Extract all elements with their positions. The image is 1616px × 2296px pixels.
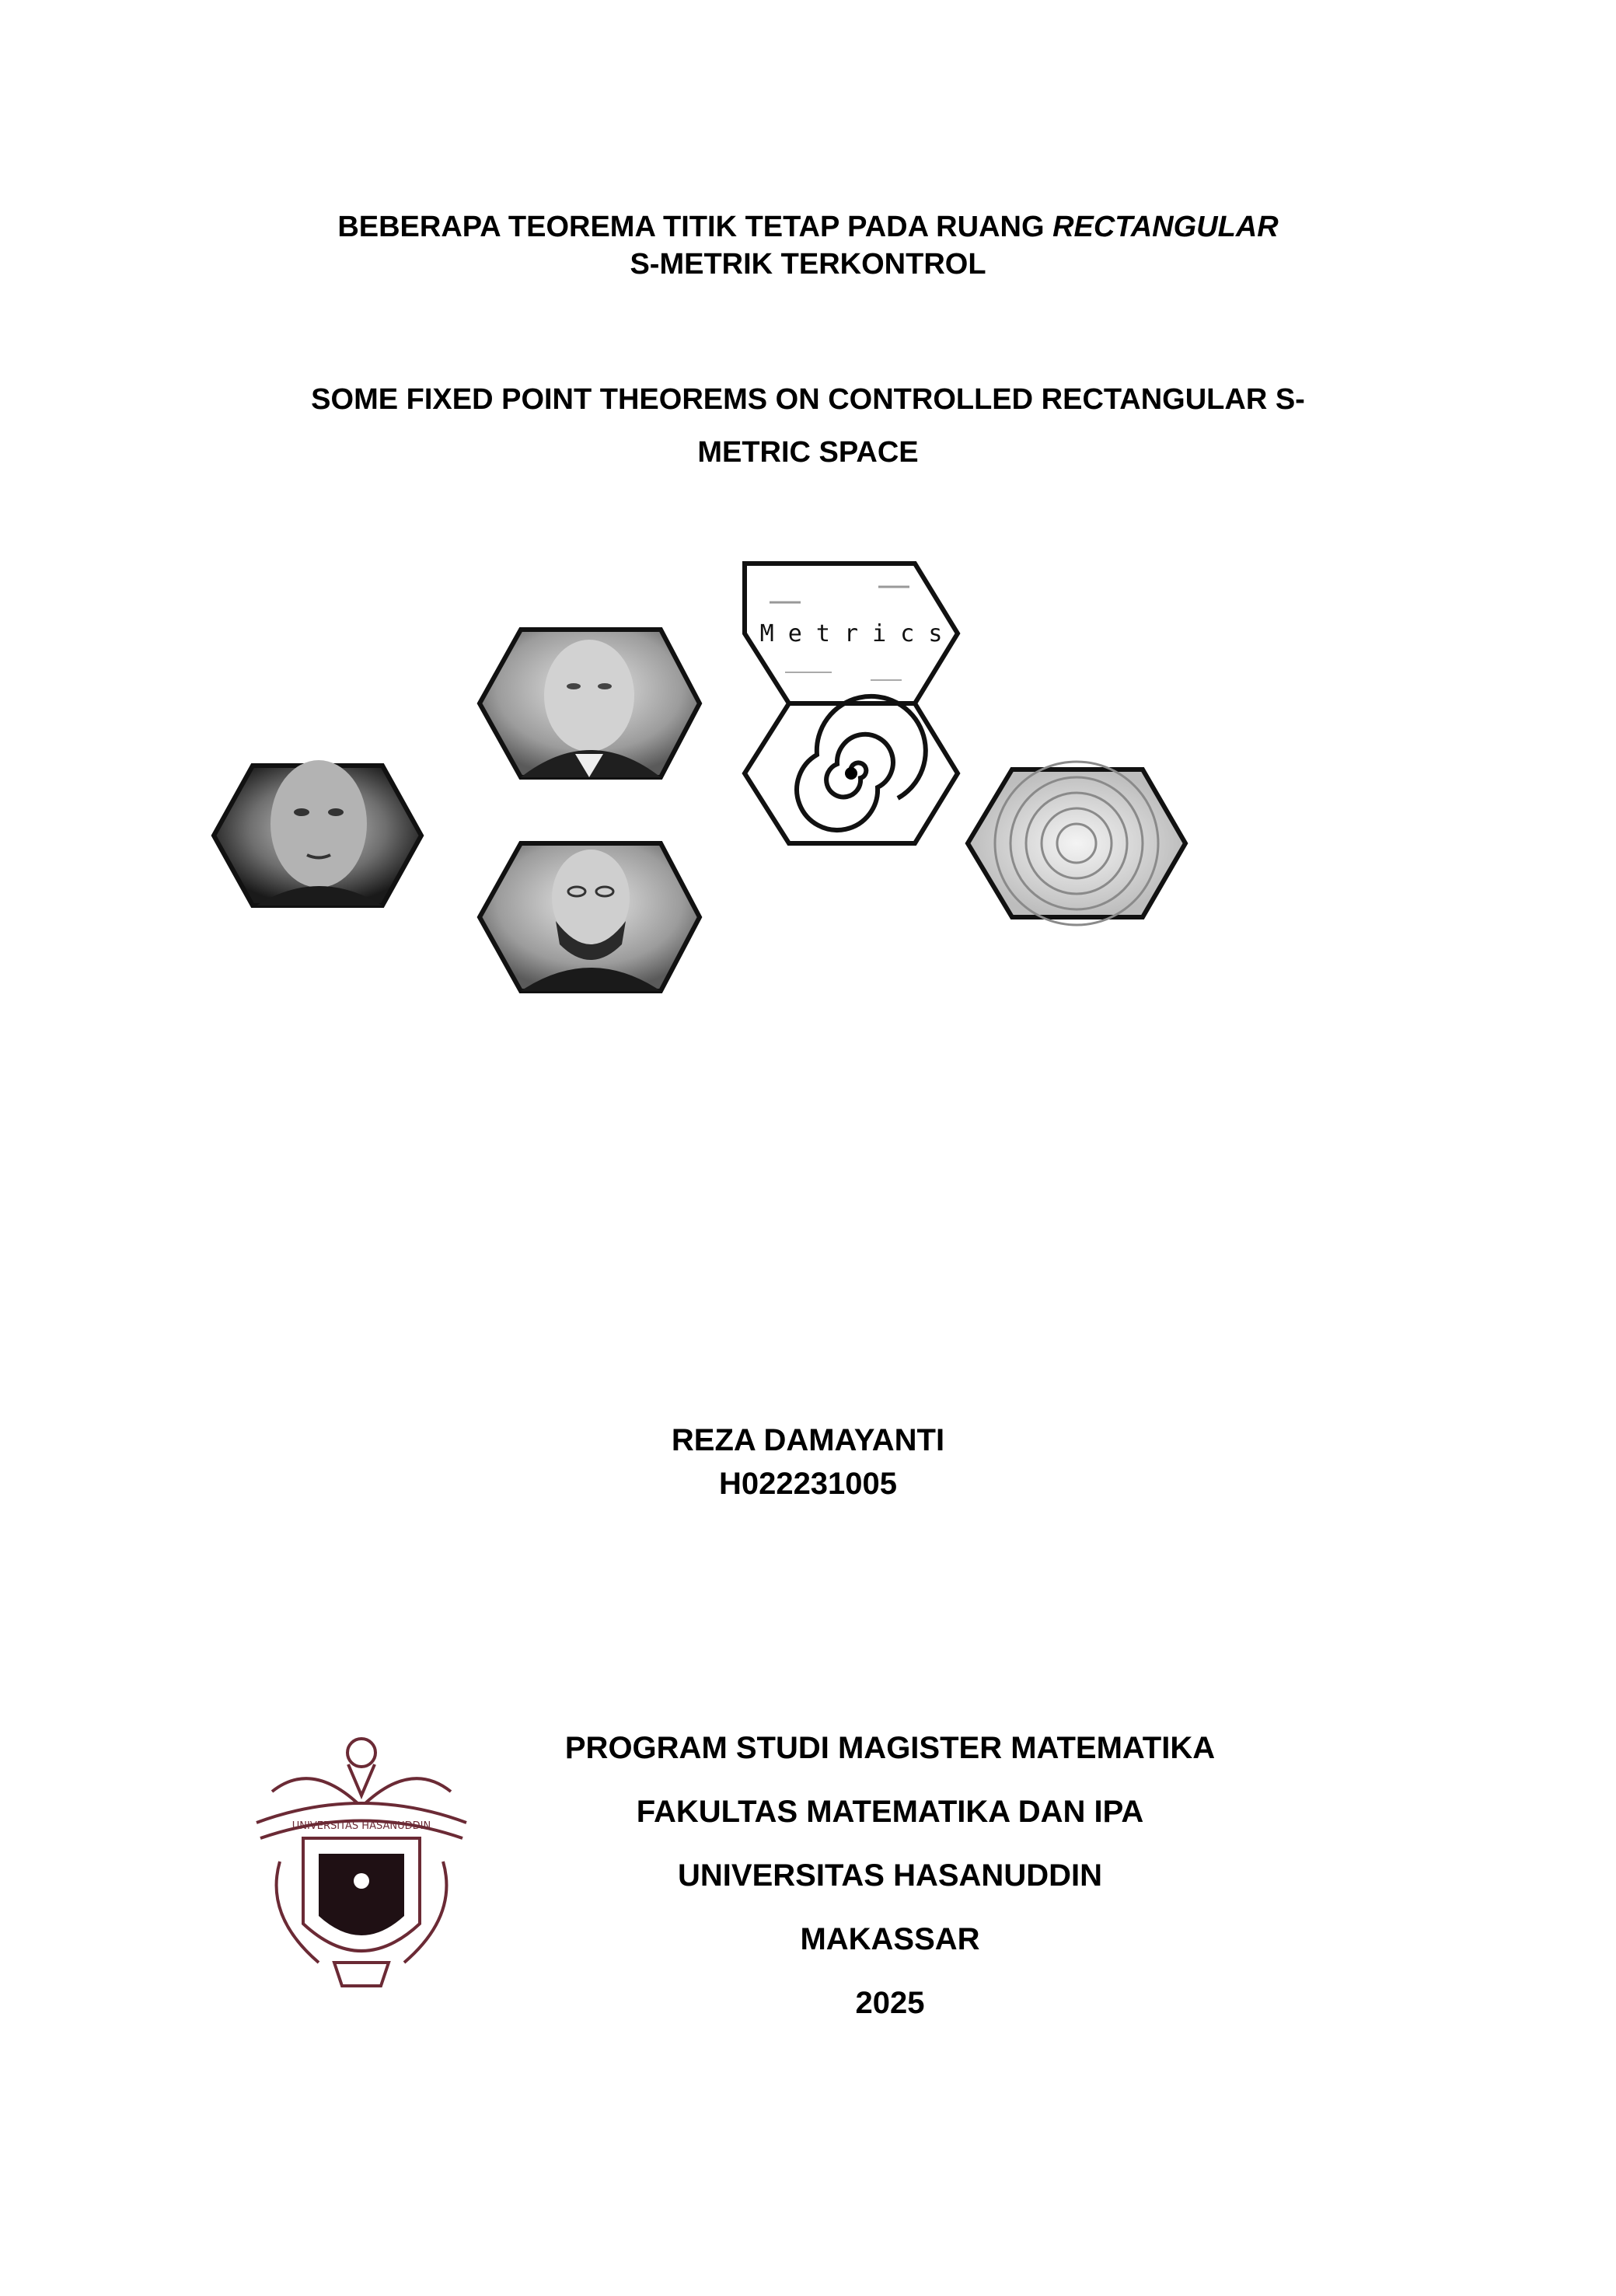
title-english-line2: METRIC SPACE — [697, 436, 919, 469]
student-id: H022231005 — [718, 1467, 898, 1501]
program-name: PROGRAM STUDI MAGISTER MATEMATIKA — [564, 1731, 1216, 1765]
university-logo — [249, 1729, 474, 1994]
university-name: UNIVERSITAS HASANUDDIN — [678, 1858, 1102, 1893]
city-name: MAKASSAR — [800, 1922, 980, 1956]
title-indonesian-line1 — [0, 208, 1616, 246]
hex-portrait-upper — [480, 630, 700, 777]
faculty-name: FAKULTAS MATEMATIKA DAN IPA — [636, 1795, 1144, 1829]
hex-metrics — [745, 564, 958, 703]
title-indonesian — [0, 208, 1616, 283]
metrics-label: M e t r i c s — [759, 620, 943, 647]
logo-banner-text: UNIVERSITAS HASANUDDIN — [291, 1820, 431, 1832]
year: 2025 — [855, 1986, 925, 2020]
hex-spiral — [745, 696, 958, 843]
institution-block — [497, 1716, 1283, 2035]
title-indonesian-prefix: BEBERAPA TEOREMA TITIK TETAP PADA RUANG — [337, 211, 1053, 243]
hex-rings — [968, 762, 1185, 925]
author-name: REZA DAMAYANTI — [671, 1423, 945, 1457]
title-english — [0, 373, 1616, 479]
hexagon-collage — [210, 556, 1356, 1255]
author-block — [0, 1418, 1616, 1506]
hex-portrait-left — [214, 760, 421, 905]
title-indonesian-line2: S-METRIK TERKONTROL — [630, 248, 986, 281]
hex-portrait-lower — [480, 843, 700, 991]
title-english-line1: SOME FIXED POINT THEOREMS ON CONTROLLED RECTANGULAR S- — [311, 383, 1305, 416]
title-indonesian-italic: RECTANGULAR — [1052, 211, 1279, 243]
